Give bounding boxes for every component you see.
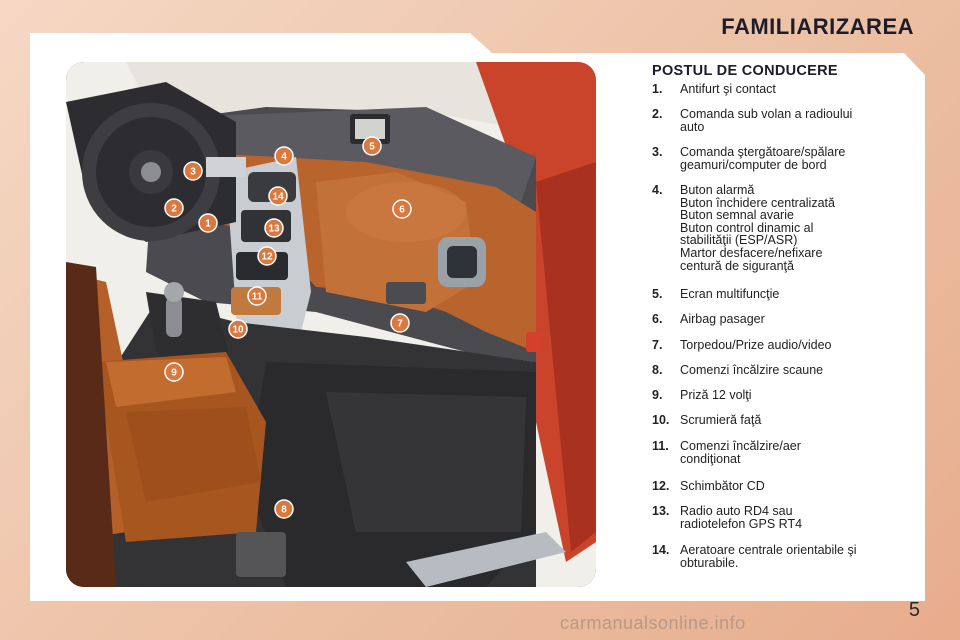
legend-item-12 [652,480,917,493]
legend-item-13 [652,505,917,530]
legend-text: Radio auto RD4 sau radiotelefon GPS RT4 [680,504,803,531]
legend-item-9 [652,389,917,402]
marker-2 [165,199,183,217]
legend-text: Comenzi încălzire/aer condiţionat [680,439,801,466]
legend-number: 12. [652,479,670,493]
svg-text:13: 13 [268,223,280,235]
svg-text:3: 3 [190,166,196,178]
marker-10 [229,320,247,338]
legend-text: Antifurt şi contact [680,82,776,96]
marker-9 [165,363,183,381]
legend-text: Airbag pasager [680,312,765,326]
page-header-title: FAMILIARIZAREA [721,14,914,39]
legend-item-4 [652,184,917,272]
legend-number: 2. [652,107,663,121]
legend-item-8 [652,364,917,377]
legend-item-14 [652,544,917,569]
marker-4 [275,147,293,165]
legend-text: Ecran multifuncţie [680,287,780,301]
legend-item-6 [652,313,917,326]
marker-14 [269,187,287,205]
legend-number: 4. [652,183,663,197]
marker-12 [258,247,276,265]
legend-item-2 [652,108,917,133]
section-title: POSTUL DE CONDUCERE [652,63,838,79]
svg-text:10: 10 [232,324,244,336]
legend-text: Comanda sub volan a radioului auto [680,107,853,134]
legend-text: Comanda ştergătoare/spălare geamuri/computer de bord [680,145,846,172]
legend-number: 14. [652,543,670,557]
svg-text:4: 4 [281,151,287,163]
legend-number: 13. [652,504,670,518]
marker-1 [199,214,217,232]
dashboard-illustration [66,62,596,587]
legend-item-1 [652,83,917,96]
page-number: 5 [908,599,920,621]
svg-text:7: 7 [397,318,403,330]
legend-number: 9. [652,388,663,402]
svg-text:2: 2 [171,203,177,215]
svg-text:9: 9 [171,367,177,379]
legend-text: Scrumieră faţă [680,413,762,427]
legend-number: 3. [652,145,663,159]
legend-text: Comenzi încălzire scaune [680,363,824,377]
legend-item-10 [652,414,917,427]
legend-number: 8. [652,363,663,377]
legend-text: Schimbător CD [680,479,765,493]
svg-text:6: 6 [399,204,405,216]
legend-text: Aeratoare centrale orientabile şi obturabile. [680,543,857,570]
marker-11 [248,287,266,305]
svg-text:14: 14 [272,191,284,203]
legend-number: 1. [652,82,663,96]
legend-number: 7. [652,338,663,352]
legend-text: Priză 12 volţi [680,388,752,402]
legend-number: 11. [652,439,669,453]
svg-text:5: 5 [369,141,375,153]
legend-text: Torpedou/Prize audio/video [680,338,832,352]
marker-7 [391,314,409,332]
svg-text:12: 12 [261,251,273,263]
legend-item-3 [652,146,917,171]
legend-item-7 [652,339,917,352]
legend-item-5 [652,288,917,301]
marker-5 [363,137,381,155]
watermark: carmanualsonline.info [560,613,746,633]
svg-text:11: 11 [251,291,263,303]
legend-text: Buton alarmă Buton închidere centralizată Buton semnal avarie Buton control dinamic al stabilităţii (ESP/ASR) Martor desfacere/nefixare centură de siguranţă [680,183,835,273]
marker-13 [265,219,283,237]
legend-number: 6. [652,312,663,326]
marker-3 [184,162,202,180]
legend-number: 10. [652,413,670,427]
marker-6 [393,200,411,218]
legend-item-11 [652,440,917,465]
svg-text:8: 8 [281,504,287,516]
callout-markers [66,62,596,587]
legend-number: 5. [652,287,663,301]
svg-text:1: 1 [205,218,211,230]
marker-8 [275,500,293,518]
